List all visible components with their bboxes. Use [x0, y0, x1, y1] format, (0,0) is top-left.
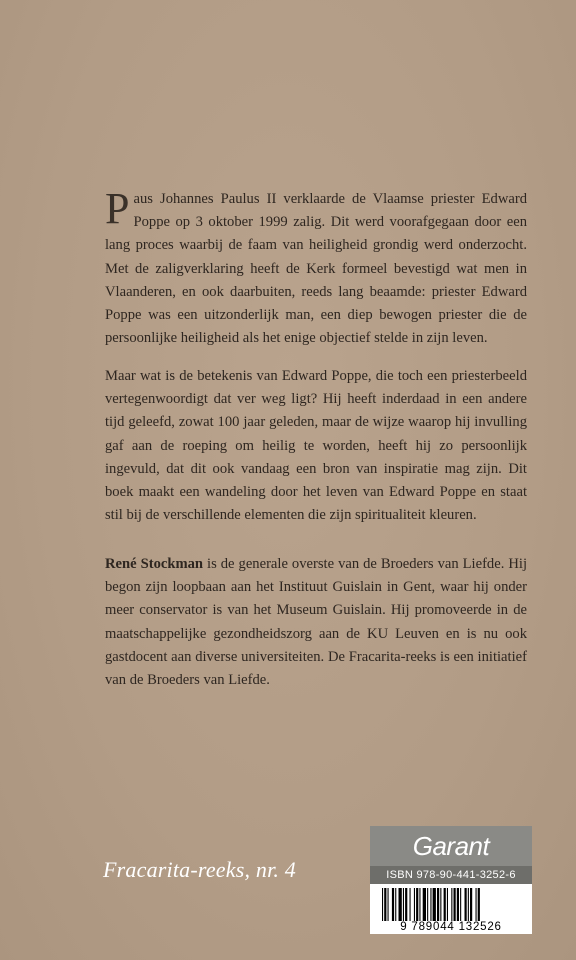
barcode-bar	[440, 888, 441, 922]
barcode-bar	[447, 888, 448, 922]
barcode-bar	[419, 888, 420, 922]
author-bio-text: is de generale overste van de Broeders van Liefde. Hij begon zijn loopbaan aan het Instituut Guislain in Gent, waar hij onder meer conservator is van het Museum Guislain. Hij promoveerde in de maatschappelijke gezondheidszorg aan de KU Leuven en is nu ook gastdocent aan diverse universiteiten. De Fracarita-reeks is een initiatief van de Broeders van Liefde.	[105, 556, 527, 689]
barcode-bar	[399, 888, 402, 922]
barcode-bar	[416, 888, 418, 922]
drop-cap: P	[105, 184, 130, 233]
intro-paragraph-text: aus Johannes Paulus II verklaarde de Vlaamse priester Edward Poppe op 3 oktober 1999 zalig. Dit werd voorafgegaan door een lang proces waarbij de faam van heiligheid grondig werd onderzocht. Met de zaligverklaring heeft de Kerk formeel bevestigd wat men in Vlaanderen, en ook daarbuiten, reeds lang beaamde: priester Edward Poppe was een uitzonderlijk man, een diep bewogen priester die de persoonlijke heiligheid als het enige objectief stelde in zijn leven.	[105, 191, 527, 347]
barcode-bar	[414, 888, 415, 922]
barcode-bar	[444, 888, 446, 922]
barcode-bar	[460, 888, 461, 922]
barcode-bar	[403, 888, 404, 922]
barcode-bar	[433, 888, 436, 922]
barcode-bar	[410, 888, 411, 922]
author-bio-paragraph	[105, 553, 527, 692]
intro-paragraph	[105, 184, 527, 350]
series-title: Fracarita-reeks, nr. 4	[103, 857, 297, 882]
barcode-bar	[405, 888, 407, 922]
publisher-label	[370, 826, 532, 934]
barcode-bar	[392, 888, 394, 922]
barcode-bar	[388, 888, 389, 922]
barcode-bar	[476, 888, 477, 922]
barcode-bar	[427, 888, 428, 922]
isbn-label: ISBN 978-90-441-3252-6	[370, 866, 532, 884]
barcode-number: 9 789044 132526	[374, 921, 528, 933]
barcode-bar	[430, 888, 431, 922]
publisher-logo-box	[370, 826, 532, 866]
barcode-bar	[470, 888, 472, 922]
barcode-bar	[382, 888, 383, 922]
author-name: René Stockman	[105, 556, 204, 572]
barcode-bar	[384, 888, 386, 922]
barcode-bar	[468, 888, 469, 922]
barcode-bar	[454, 888, 456, 922]
publisher-logo: Garant	[412, 830, 490, 861]
barcode-bar	[478, 888, 480, 922]
barcode-bar	[457, 888, 459, 922]
barcode-bar	[437, 888, 439, 922]
barcode-bar	[395, 888, 396, 922]
barcode	[370, 884, 532, 934]
barcode-bar	[423, 888, 426, 922]
barcode-bar	[465, 888, 467, 922]
barcode-bar	[451, 888, 452, 922]
meaning-paragraph: Maar wat is de betekenis van Edward Poppe, die toch een priesterbeeld vertegenwoordigt dat ver weg ligt? Hij heeft inderdaad in een andere tijd geleefd, zowat 100 jaar geleden, maar de wijze waarop hij invulling gaf aan de roeping om heilig te worden, heeft hij zo persoonlijk ingevuld, dat dit ook vandaag een bron van inspiratie mag zijn. Dit boek maakt een wandeling door het leven van Edward Poppe en staat stil bij de verschillende elementen die zijn spiritualiteit kleuren.	[105, 368, 527, 524]
